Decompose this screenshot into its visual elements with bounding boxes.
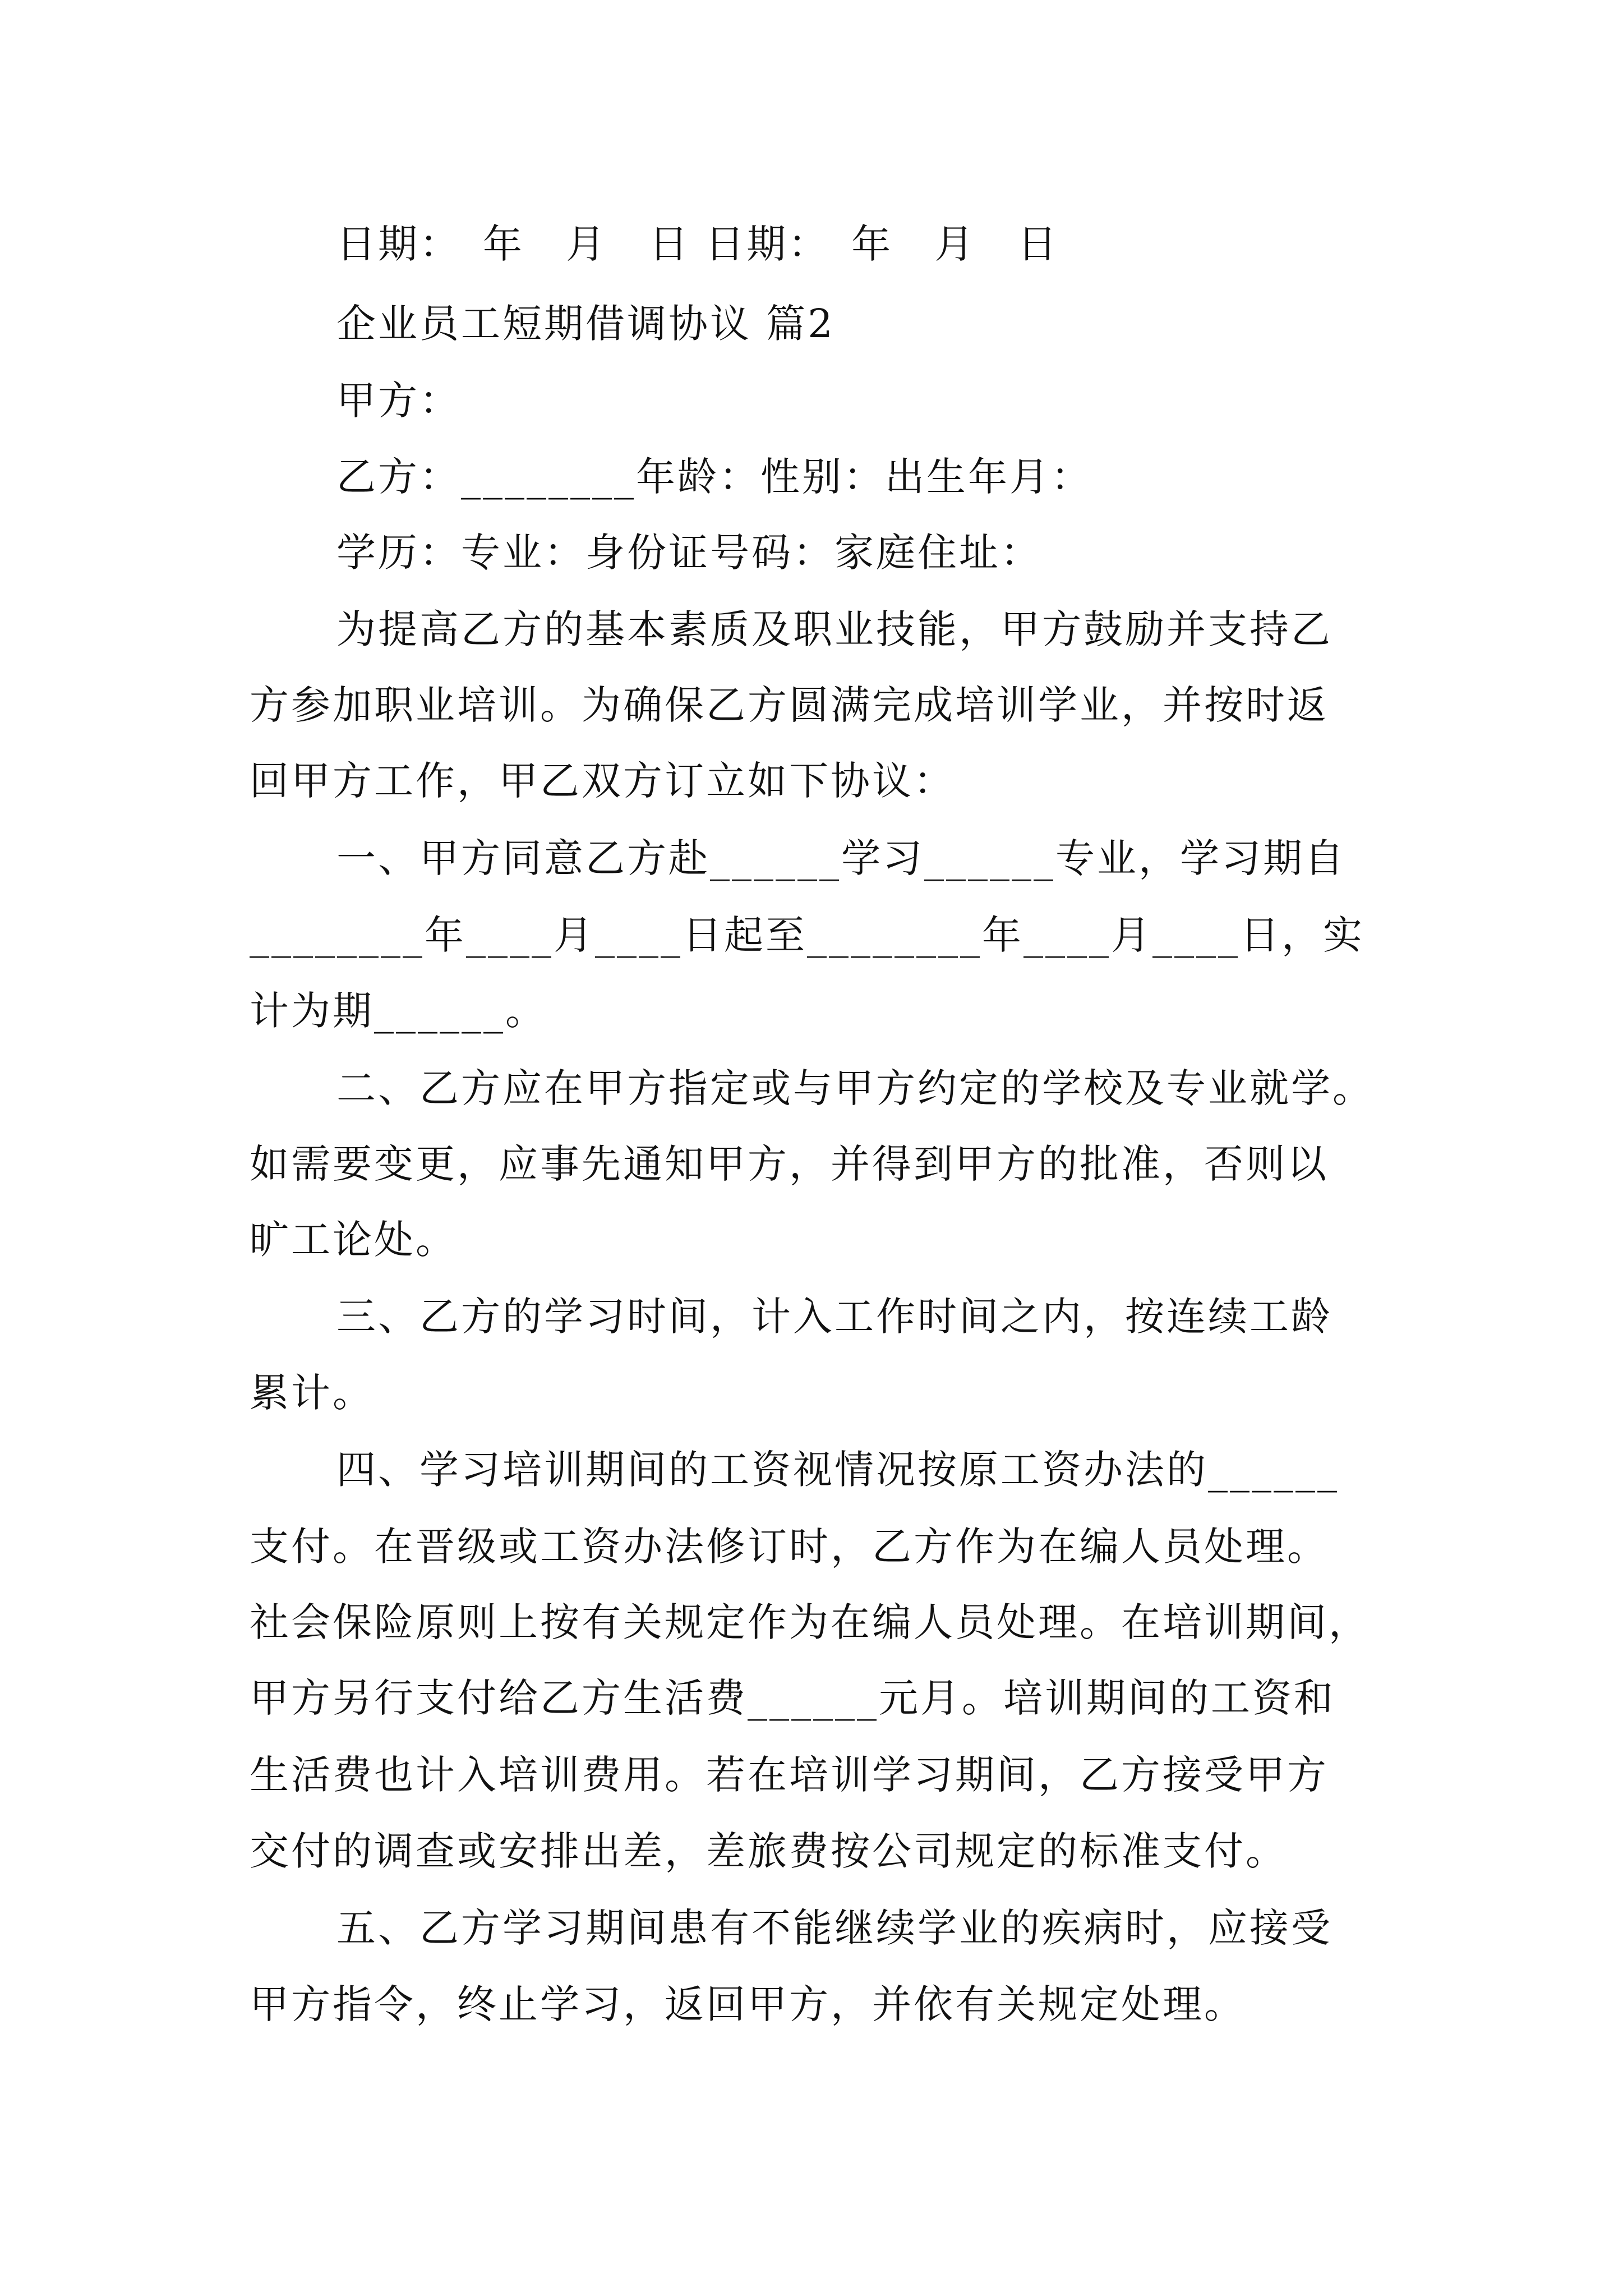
clause-1-line: ________年____月____日起至________年____月____日，实: [250, 912, 1364, 958]
intro-paragraph-line: 回甲方工作，甲乙双方订立如下协议：: [250, 758, 955, 804]
party-a-line: 甲方：: [336, 378, 461, 424]
clause-2-line: 旷工论处。: [250, 1217, 457, 1263]
sign-date-line: 日期： 年 月 日 日期： 年 月 日: [336, 221, 1059, 267]
clause-4-line: 甲方另行支付给乙方生活费______元月。培训期间的工资和: [250, 1675, 1335, 1721]
clause-4-line: 交付的调查或安排出差，差旅费按公司规定的标准支付。: [250, 1828, 1287, 1874]
clause-3-line: 累计。: [250, 1370, 374, 1416]
clause-5-line: 五、乙方学习期间患有不能继续学业的疾病时，应接受: [336, 1905, 1332, 1951]
party-b-details-line: 学历：专业：身份证号码：家庭住址：: [336, 530, 1042, 576]
section-title: 企业员工短期借调协议 篇2: [336, 301, 835, 347]
intro-paragraph-line: 为提高乙方的基本素质及职业技能，甲方鼓励并支持乙: [336, 606, 1332, 652]
party-b-line: 乙方：________年龄：性别：出生年月：: [336, 454, 1092, 500]
clause-4-line: 支付。在晋级或工资办法修订时，乙方作为在编人员处理。: [250, 1524, 1329, 1570]
clause-4-line: 社会保险原则上按有关规定作为在编人员处理。在培训期间，: [250, 1599, 1370, 1645]
clause-1-line: 计为期______。: [250, 988, 547, 1034]
intro-paragraph-line: 方参加职业培训。为确保乙方圆满完成培训学业，并按时返: [250, 682, 1329, 728]
clause-2-line: 如需要变更，应事先通知甲方，并得到甲方的批准，否则以: [250, 1141, 1329, 1187]
clause-2-line: 二、乙方应在甲方指定或与甲方约定的学校及专业就学。: [336, 1065, 1374, 1111]
clause-4-line: 四、学习培训期间的工资视情况按原工资办法的______: [336, 1447, 1339, 1493]
clause-3-line: 三、乙方的学习时间，计入工作时间之内，按连续工龄: [336, 1294, 1332, 1340]
clause-4-line: 生活费也计入培训费用。若在培训学习期间，乙方接受甲方: [250, 1752, 1329, 1798]
clause-1-line: 一、甲方同意乙方赴______学习______专业，学习期自: [336, 835, 1346, 881]
clause-5-line: 甲方指令，终止学习，返回甲方，并依有关规定处理。: [250, 1981, 1246, 2027]
